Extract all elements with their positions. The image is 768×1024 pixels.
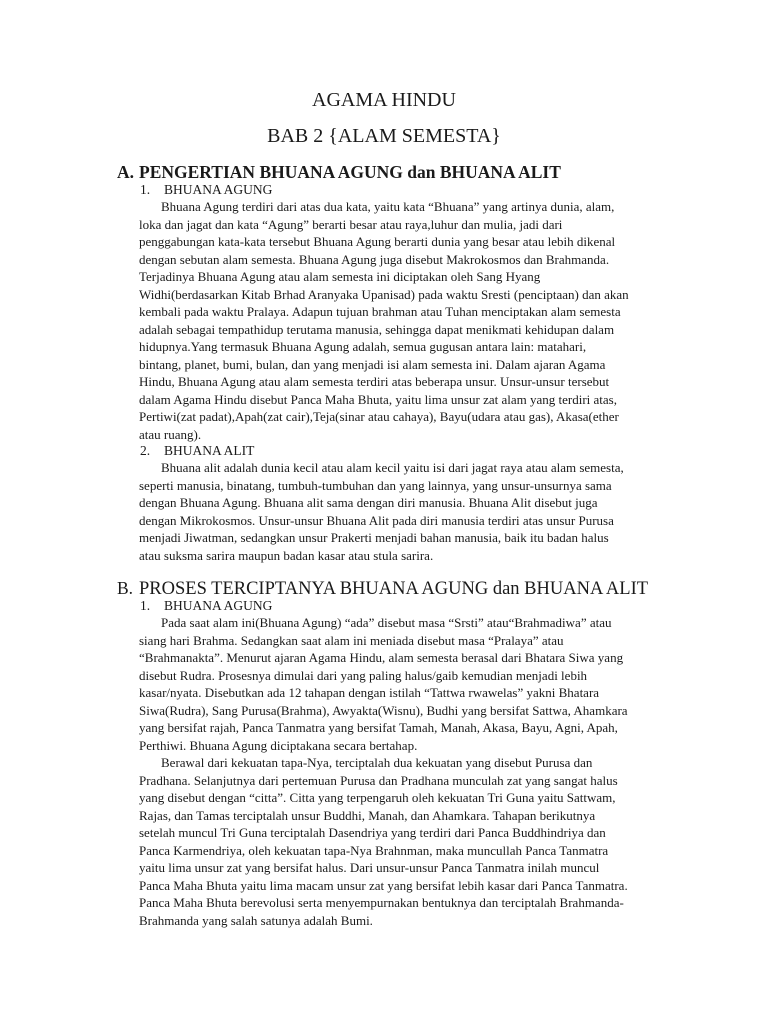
paragraph-line: kasar/nyata. Disebutkan ada 12 tahapan dengan istilah “Tattwa rwawelas” yakni Bhatara (139, 685, 600, 700)
paragraph-line: atau suksma sarira maupun badan kasar atau stula sarira. (139, 547, 434, 563)
paragraph-line: Panca Maha Bhuta yaitu lima macam unsur zat yang bersifat lebih kasar dari Panca Tanmatra. (139, 877, 628, 893)
paragraph-line: hidupnya.Yang termasuk Bhuana Agung adalah, semua gugusan antara lain: matahari, (139, 339, 587, 354)
subsection-a1-heading (140, 181, 272, 199)
paragraph-line: setelah muncul Tri Guna terciptalah Dasendriya yang terdiri dari Panca Buddhindriya dan (139, 825, 606, 840)
paragraph-line: loka dan jagat dan kata “Agung” berarti besar atau raya,luhur dan mulia, jadi dari (139, 216, 563, 232)
paragraph-line: dengan Mikrokosmos. Unsur-unsur Bhuana Alit pada diri manusia terdiri atas unsur Purusa (139, 512, 614, 528)
subsection-a2-number: 2. (140, 443, 151, 458)
paragraph-bhuana-alit-definition (139, 459, 679, 564)
paragraph-line: Brahmanda yang salah satunya adalah Bumi. (139, 912, 373, 928)
paragraph-line: Pradhana. Selanjutnya dari pertemuan Purusa dan Pradhana munculah zat yang sangat halus (139, 772, 618, 788)
chapter-title: BAB 2 {ALAM SEMESTA} (267, 125, 501, 147)
paragraph-line: dalam Agama Hindu disebut Panca Maha Bhuta, yaitu lima unsur zat alam yang terdiri atas, (139, 391, 617, 407)
subsection-a2-title: BHUANA ALIT (164, 443, 255, 458)
paragraph-line: bintang, planet, bumi, bulan, dan yang menjadi isi alam semesta ini. Dalam ajaran Agama (139, 356, 606, 372)
paragraph-line: adalah sebagai tempathidup terutama manusia, sehingga dapat menikmati kehidupan dalam (139, 321, 615, 337)
paragraph-proses-bhuana-agung (139, 614, 679, 754)
subsection-b1-title: BHUANA AGUNG (164, 598, 273, 613)
paragraph-line: dengan Bhuana Agung. Bhuana alit sama dengan diri manusia. Bhuana Alit disebut juga (139, 495, 598, 510)
paragraph-line: Berawal dari kekuatan tapa-Nya, terciptalah dua kekuatan yang disebut Purusa dan (161, 755, 593, 770)
paragraph-line: atau ruang). (139, 426, 202, 442)
paragraph-line: menjadi Jiwatman, sedangkan unsur Prakerti menjadi bahan manusia, baik itu badan halus (139, 530, 609, 545)
paragraph-line: kembali pada waktu Pralaya. Adapun tujuan brahman atau Tuhan menciptakan alam semesta (139, 304, 621, 319)
paragraph-line: Panca Maha Bhuta berevolusi serta menyempurnakan bentuknya dan terciptalah Brahmanda- (139, 895, 624, 910)
paragraph-line: yang bersifat rajah, Panca Tanmatra yang bersifat Tamah, Manah, Akasa, Bayu, Agni, Apah, (139, 720, 618, 735)
section-b-heading-text: PROSES TERCIPTANYA BHUANA AGUNG dan BHUANA ALIT (139, 579, 649, 599)
paragraph-line: seperti manusia, binatang, tumbuh-tumbuhan dan yang lainnya, yang unsur-unsurnya sama (139, 477, 612, 493)
paragraph-bhuana-agung-definition (139, 198, 679, 443)
paragraph-line: “Brahmanakta”. Menurut ajaran Agama Hindu, alam semesta berasal dari Bhatara Siwa yang (139, 650, 624, 665)
section-a-heading-text: PENGERTIAN BHUANA AGUNG dan BHUANA ALIT (139, 162, 561, 182)
paragraph-line: Widhi(berdasarkan Kitab Brhad Aranyaka Upanisad) pada waktu Sresti (penciptaan) dan akan (139, 286, 629, 302)
section-b-letter: B. (117, 578, 134, 598)
paragraph-line: Pertiwi(zat padat),Apah(zat cair),Teja(sinar atau cahaya), Bayu(udara atau gas), Akasa(ether (139, 409, 619, 424)
paragraph-line: Bhuana alit adalah dunia kecil atau alam kecil yaitu isi dari jagat raya atau alam semesta, (161, 460, 624, 475)
subsection-b1-heading (140, 597, 272, 615)
paragraph-line: yang disebut dengan “citta”. Citta yang terpengaruh oleh kekuatan Tri Guna yaitu Sattwam, (139, 790, 616, 805)
paragraph-line: Siwa(Rudra), Sang Purusa(Brahma), Awyakta(Wisnu), Budhi yang bersifat Sattwa, Ahamkara (139, 702, 628, 718)
paragraph-line: penggabungan kata-kata tersebut Bhuana Agung berarti dunia yang besar atau lebih dikenal (139, 234, 616, 249)
paragraph-line: Terjadinya Bhuana Agung atau alam semesta ini diciptakan oleh Sang Hyang (139, 269, 541, 284)
paragraph-kekuatan-tapa (139, 754, 679, 929)
paragraph-line: siang hari Brahma. Sedangkan saat alam ini meniada disebut masa “Pralaya” atau (139, 632, 564, 648)
paragraph-line: Pada saat alam ini(Bhuana Agung) “ada” disebut masa “Srsti” atau“Brahmadiwa” atau (161, 615, 612, 630)
paragraph-line: disebut Rudra. Prosesnya dimulai dari yang paling halus/gaib kemudian menjadi lebih (139, 667, 588, 683)
subsection-b1-number: 1. (140, 598, 151, 613)
subsection-a1-number: 1. (140, 182, 151, 197)
subsection-a1-title: BHUANA AGUNG (164, 182, 273, 197)
document-title: AGAMA HINDU (312, 89, 456, 111)
section-a-letter: A. (117, 162, 135, 182)
subsection-a2-heading (140, 442, 254, 460)
section-a-heading (117, 161, 561, 183)
paragraph-line: Rajas, dan Tamas terciptalah unsur Buddhi, Manah, dan Ahamkara. Tahapan berikutnya (139, 807, 596, 823)
paragraph-line: Perthiwi. Bhuana Agung diciptakana secara bertahap. (139, 737, 418, 753)
paragraph-line: Hindu, Bhuana Agung atau alam semesta terdiri atas beberapa unsur. Unsur-unsur tersebut (139, 374, 610, 389)
paragraph-line: yaitu lima unsur zat yang bersifat halus. Dari unsur-unsur Panca Tanmatra inilah muncul (139, 860, 600, 875)
paragraph-line: dengan sebutan alam semesta. Bhuana Agung juga disebut Makrokosmos dan Brahmanda. (139, 251, 610, 267)
paragraph-line: Panca Karmendriya, oleh kekuatan tapa-Nya Brahnman, maka muncullah Panca Tanmatra (139, 842, 609, 858)
paragraph-line: Bhuana Agung terdiri dari atas dua kata, yaitu kata “Bhuana” yang artinya dunia, alam, (161, 199, 615, 214)
